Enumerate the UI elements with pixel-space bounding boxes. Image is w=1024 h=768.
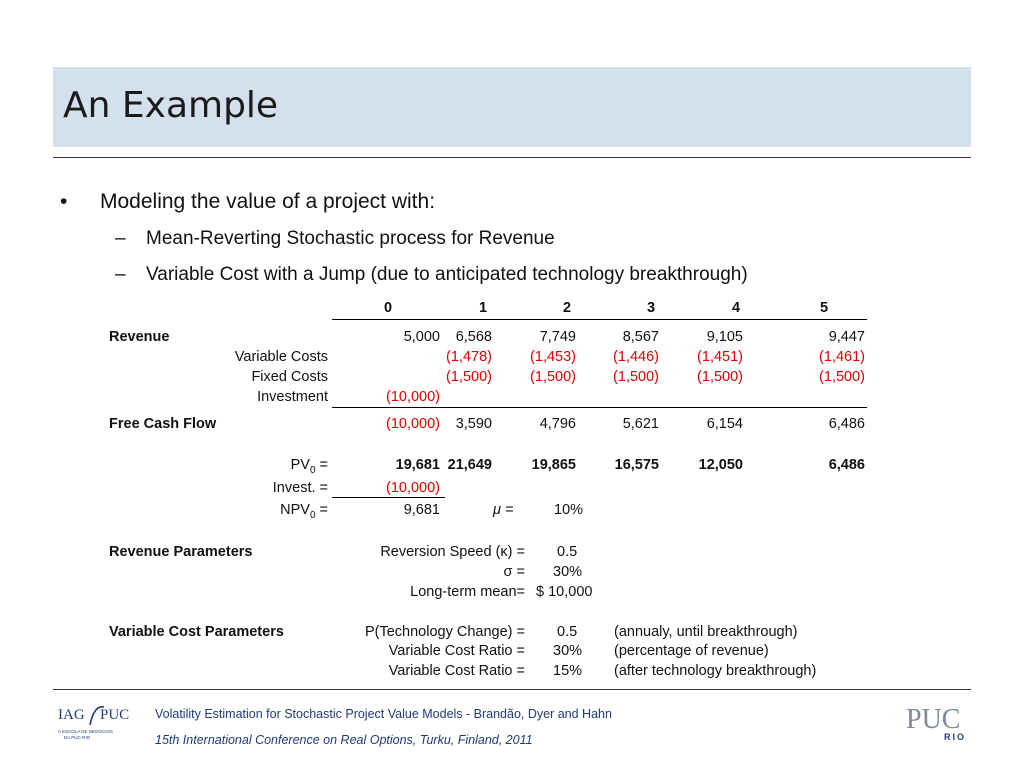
invest-value: (10,000): [385, 480, 440, 496]
pv-cell: 6,486: [828, 457, 865, 473]
variable-costs-cell: (1,451): [697, 349, 743, 365]
fixed-costs-cell: (1,500): [819, 369, 865, 385]
revenue-cell: 5,000: [403, 329, 440, 345]
title-divider: [53, 157, 971, 158]
bullet-sub-2: Variable Cost with a Jump (due to anticipated technology breakthrough): [146, 264, 748, 285]
fixed-costs-cell: (1,500): [697, 369, 743, 385]
reversion-value: 0.5: [557, 544, 578, 560]
vc-params-label: Variable Cost Parameters: [109, 624, 284, 640]
bullet-sub-1: Mean-Reverting Stochastic process for Revenue: [146, 228, 555, 249]
sigma-value: 30%: [553, 564, 583, 580]
pv-cell: 21,649: [447, 457, 492, 473]
npv-value: 9,681: [403, 502, 440, 518]
invest-label: Invest. =: [272, 480, 328, 496]
vcr1-label: Variable Cost Ratio =: [388, 643, 525, 659]
ltmean-value: $ 10,000: [536, 584, 593, 600]
variable-costs-cell: (1,446): [613, 349, 659, 365]
fcf-label: Free Cash Flow: [109, 416, 217, 432]
year-header-cell: 2: [563, 300, 572, 316]
year-header-cell: 0: [384, 300, 393, 316]
investment-value: (10,000): [385, 389, 440, 405]
fcf-cell: 6,486: [828, 416, 865, 432]
footer-divider: [53, 689, 971, 690]
fcf-rule: [332, 407, 867, 408]
header-rule: [332, 319, 867, 320]
revenue-cell: 9,105: [706, 329, 743, 345]
ptech-note: (annualy, until breakthrough): [614, 624, 798, 640]
year-header-cell: 1: [479, 300, 488, 316]
bullet-marker: •: [60, 190, 68, 213]
svg-text:PUC: PUC: [100, 707, 130, 723]
sigma-label: σ =: [503, 564, 525, 580]
revenue-cell: 8,567: [622, 329, 659, 345]
fcf-cell: 4,796: [539, 416, 576, 432]
reversion-label: Reversion Speed (κ) =: [380, 544, 525, 560]
footer-line-2: 15th International Conference on Real Options, Turku, Finland, 2011: [155, 733, 533, 747]
fcf-cell: 3,590: [455, 416, 492, 432]
svg-text:A ESCOLA DE NEGÓCIOS: A ESCOLA DE NEGÓCIOS: [58, 729, 114, 734]
vcr2-label: Variable Cost Ratio =: [388, 663, 525, 679]
revenue-cell: 9,447: [828, 329, 865, 345]
iag-puc-logo: [56, 697, 136, 743]
fcf-cell: 6,154: [706, 416, 743, 432]
fcf-cell: (10,000): [385, 416, 440, 432]
variable-costs-label: Variable Costs: [234, 349, 328, 365]
vcr2-note: (after technology breakthrough): [614, 663, 817, 679]
revenue-cell: 6,568: [455, 329, 492, 345]
revenue-params-label: Revenue Parameters: [109, 544, 253, 560]
svg-text:RIO: RIO: [944, 732, 967, 742]
year-header-cell: 3: [647, 300, 656, 316]
svg-text:IAG: IAG: [58, 707, 85, 723]
ptech-value: 0.5: [557, 624, 578, 640]
ltmean-label: Long-term mean=: [410, 584, 525, 600]
dash-marker: –: [115, 264, 126, 285]
svg-text:PUC: PUC: [906, 704, 961, 735]
mu-value: 10%: [554, 502, 584, 518]
variable-costs-cell: (1,478): [446, 349, 492, 365]
vcr1-value: 30%: [553, 643, 583, 659]
ptech-label: P(Technology Change) =: [364, 624, 525, 640]
pv-cell: 19,681: [395, 457, 440, 473]
variable-costs-cell: (1,453): [530, 349, 576, 365]
npv-label: $NPV_0$ =: [280, 502, 328, 521]
pv-cell: 19,865: [531, 457, 576, 473]
year-header-cell: 4: [732, 300, 741, 316]
investment-label: Investment: [257, 389, 328, 405]
year-header-cell: 5: [820, 300, 829, 316]
puc-rio-logo: [900, 700, 980, 744]
slide-title: An Example: [63, 85, 279, 126]
pv-label: $PV_0$ =: [290, 457, 328, 476]
fixed-costs-cell: (1,500): [446, 369, 492, 385]
revenue-label: Revenue: [109, 329, 170, 345]
pv-cell: 12,050: [698, 457, 743, 473]
mu-label: μ =: [493, 502, 514, 518]
fixed-costs-label: Fixed Costs: [251, 369, 328, 385]
variable-costs-cell: (1,461): [819, 349, 865, 365]
footer-line-1: Volatility Estimation for Stochastic Project Value Models - Brandão, Dyer and Hahn: [155, 707, 612, 721]
title-bar: [53, 67, 971, 147]
fcf-cell: 5,621: [622, 416, 659, 432]
svg-text:DA PUC-RIO: DA PUC-RIO: [64, 735, 91, 740]
pv-cell: 16,575: [614, 457, 659, 473]
invest-rule: [332, 497, 445, 498]
vcr2-value: 15%: [553, 663, 583, 679]
bullet-main: Modeling the value of a project with:: [100, 190, 436, 213]
dash-marker: –: [115, 228, 126, 249]
fixed-costs-cell: (1,500): [613, 369, 659, 385]
revenue-cell: 7,749: [539, 329, 576, 345]
vcr1-note: (percentage of revenue): [614, 643, 769, 659]
fixed-costs-cell: (1,500): [530, 369, 576, 385]
